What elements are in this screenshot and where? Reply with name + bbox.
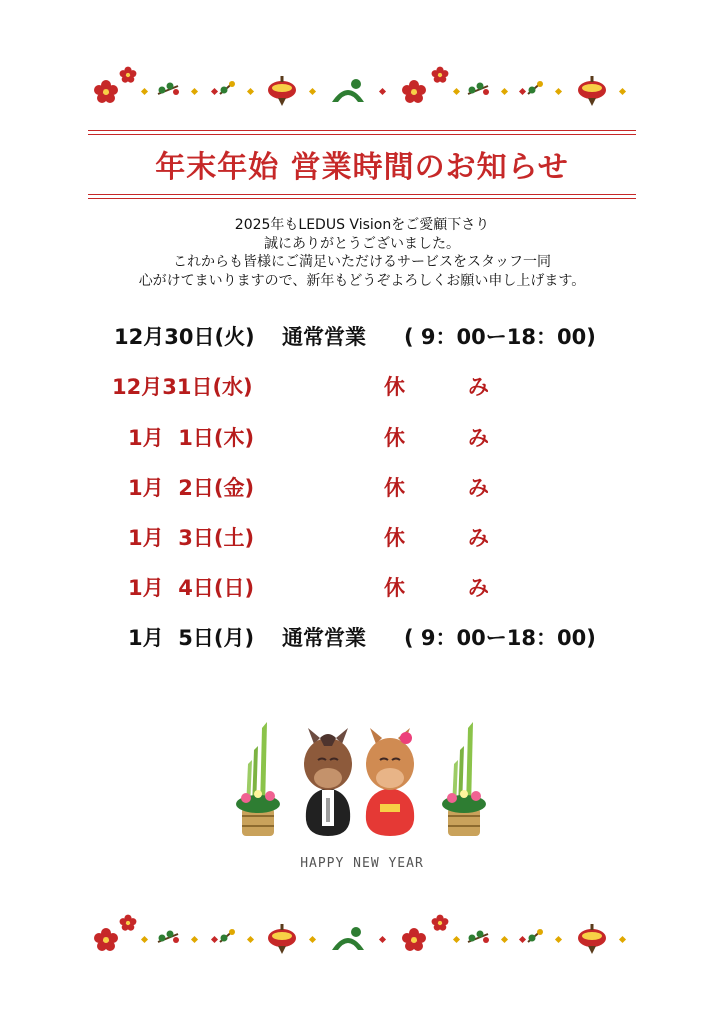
diamond-icon [309,936,316,943]
diamond-icon [453,88,460,95]
title-rule-top-1 [88,130,636,131]
pine-icon [158,931,179,944]
pine-icon [220,929,235,942]
schedule-hours: ( 9：00ー18：00) [404,626,596,650]
page-title: 年末年始 営業時間のお知らせ [155,150,569,185]
diamond-icon [519,88,526,95]
diamond-icon [501,936,508,943]
pine-icon [332,927,364,950]
schedule-status: 通常営業 [282,325,366,349]
plum-blossom-icon [94,80,118,103]
spinning-top-icon [578,924,606,954]
horse-groom-icon [304,728,352,836]
diamond-icon [247,88,254,95]
diamond-icon [379,88,386,95]
pine-icon [528,81,543,94]
diamond-icon [519,936,526,943]
diamond-icon [619,88,626,95]
schedule-date: 12月31日(水) [112,375,253,399]
schedule-hours: ( 9：00ー18：00) [404,325,596,349]
schedule-date: 1月 1日(木) [128,426,255,450]
spinning-top-icon [268,76,296,106]
greeting-text: HAPPY NEW YEAR [300,856,424,871]
diamond-icon [555,88,562,95]
intro-line: 心がけてまいりますので、新年もどうぞよろしくお願い申し上げます。 [138,272,586,289]
diamond-icon [379,936,386,943]
title-rule-top-2 [88,134,636,135]
title-rule-bottom-2 [88,198,636,199]
plum-blossom-icon [432,915,449,931]
schedule-status: 休 み [384,526,489,550]
diamond-icon [191,88,198,95]
schedule-status: 通常営業 [282,626,366,650]
pine-icon [158,83,179,96]
decorative-border-bottom [88,914,638,958]
intro-line: 2025年もLEDUS Visionをご愛顧下さり [234,217,490,233]
diamond-icon [211,88,218,95]
spinning-top-icon [268,924,296,954]
diamond-icon [191,936,198,943]
diamond-icon [453,936,460,943]
plum-blossom-icon [432,67,449,83]
schedule-date: 1月 3日(土) [128,526,255,550]
diamond-icon [555,936,562,943]
schedule-status: 休 み [384,426,489,450]
plum-blossom-icon [402,928,426,951]
spinning-top-icon [578,76,606,106]
diamond-icon [211,936,218,943]
decorative-border-top [88,66,638,110]
pine-icon [468,931,489,944]
pine-icon [220,81,235,94]
kadomatsu-icon [236,722,280,836]
plum-blossom-icon [120,915,137,931]
diamond-icon [141,88,148,95]
schedule-status: 休 み [384,375,489,399]
intro-line: 誠にありがとうございました。 [264,235,460,252]
pine-icon [332,79,364,102]
plum-blossom-icon [120,67,137,83]
title-rule-bottom-1 [88,194,636,195]
diamond-icon [247,936,254,943]
intro-line: これからも皆様にご満足いただけるサービスをスタッフ一同 [173,254,551,270]
schedule-status: 休 み [384,476,489,500]
intro-message [0,216,724,290]
schedule-date: 1月 5日(月) [128,626,255,650]
schedule-status: 休 み [384,576,489,600]
kadomatsu-icon [442,722,486,836]
schedule-date: 1月 4日(日) [128,576,255,600]
diamond-icon [619,936,626,943]
diamond-icon [501,88,508,95]
schedule-date: 12月30日(火) [114,325,255,349]
horse-bride-icon [366,728,414,836]
diamond-icon [309,88,316,95]
pine-icon [468,83,489,96]
schedule-date: 1月 2日(金) [128,476,255,500]
diamond-icon [141,936,148,943]
pine-icon [528,929,543,942]
plum-blossom-icon [94,928,118,951]
new-year-illustration [228,720,496,842]
plum-blossom-icon [402,80,426,103]
